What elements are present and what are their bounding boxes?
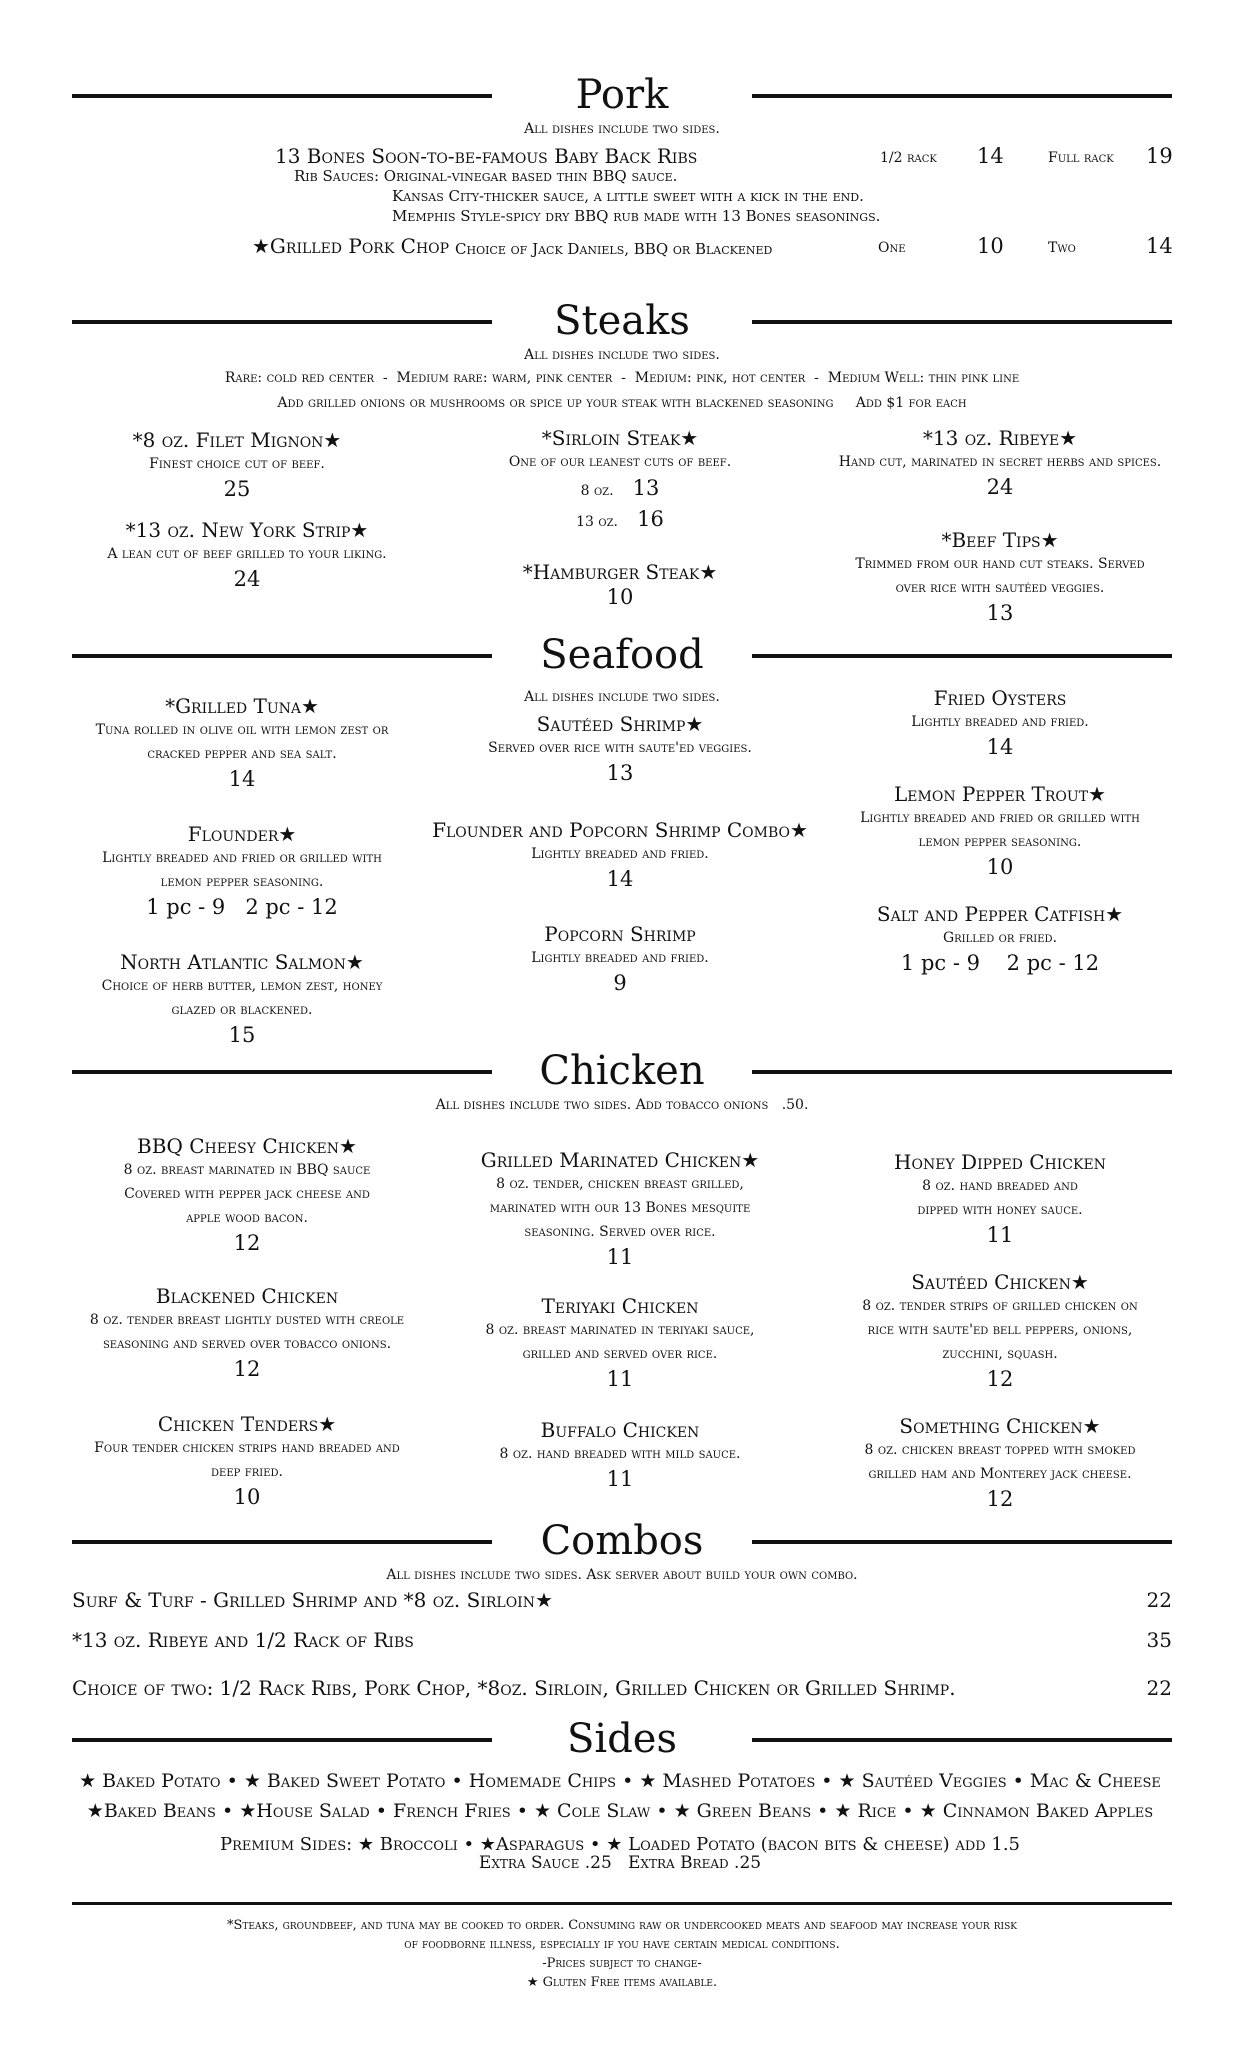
new-york-strip-item [72,518,422,592]
hamburger-steak-item [450,560,790,610]
sides-line-2: ★Baked Beans • ★House Salad • French Fries • ★ Cole Slaw • ★ Green Beans • ★ Rice • ★ Cinnamon Baked Apples [86,1800,1154,1822]
header-rule-right [752,1540,1172,1544]
item-desc: Lightly breaded and fried. [531,950,709,966]
pork-title: Pork [575,72,669,118]
rib-sauce-kansas: Kansas City-thicker sauce, a little sweet with a kick in the end. [392,187,864,205]
item-name: *13 oz. Ribeye★ [922,426,1078,450]
combos-header [72,1516,1172,1572]
item-desc: Trimmed from our hand cut steaks. Served [855,556,1145,572]
steak-addons: Add grilled onions or mushrooms or spice up your steak with blackened seasoning Add $1 for each [277,395,967,411]
item-desc: zucchini, squash. [942,1346,1058,1362]
item-desc: 8 oz. hand breaded and [922,1178,1078,1194]
item-price: 11 [986,1223,1014,1247]
header-rule-left [72,94,492,98]
item-desc: glazed or blackened. [171,1002,313,1018]
item-desc: lemon pepper seasoning. [160,874,324,890]
combo-text: Surf & Turf - Grilled Shrimp and *8 oz. Sirloin★ [72,1588,553,1612]
teriyaki-chicken-item [450,1294,790,1392]
seafood-title: Seafood [540,632,704,678]
item-name: *Hamburger Steak★ [522,560,718,584]
item-price: 10 [986,855,1014,879]
footer-gluten-free-notice: ★ Gluten Free items available. [526,1975,718,1990]
steaks-title: Steaks [554,298,690,344]
ribs-full-price: 19 [1146,144,1173,168]
sirloin-13oz-row [450,505,790,536]
lemon-pepper-trout-item [820,782,1180,880]
header-rule-right [752,1070,1172,1074]
item-price: 12 [986,1367,1014,1391]
item-desc: Lightly breaded and fried. [531,846,709,862]
item-desc: 8 oz. tender, chicken breast grilled, [496,1176,744,1192]
item-price: 1 pc - 9 2 pc - 12 [900,951,1100,975]
pork-chop-desc: Choice of Jack Daniels, BBQ or Blackened [455,240,773,258]
item-desc: marinated with our 13 Bones mesquite [489,1200,751,1216]
item-desc: Finest choice cut of beef. [149,456,325,472]
ribs-name: 13 Bones Soon-to-be-famous Baby Back Ribs [275,144,698,168]
item-price: 24 [986,475,1014,499]
rib-sauce-original: Rib Sauces: Original-vinegar based thin BBQ sauce. [294,167,678,185]
item-name: Salt and Pepper Catfish★ [876,902,1124,926]
combo-price: 35 [1146,1628,1172,1652]
sauteed-chicken-item [820,1270,1180,1392]
header-rule-right [752,94,1172,98]
footer-rule [72,1902,1172,1905]
grilled-marinated-chicken-item [450,1148,790,1270]
item-price: 10 [233,1485,261,1509]
ribs-half-label: 1/2 rack [880,150,937,166]
sirloin-8oz-label: 8 oz. [580,483,614,499]
item-desc: rice with saute'ed bell peppers, onions, [867,1322,1133,1338]
item-price: 11 [606,1467,634,1491]
item-name: Chicken Tenders★ [157,1412,337,1436]
item-desc: Lightly breaded and fried or grilled with [860,810,1140,826]
seafood-header [72,630,1172,686]
header-rule-right [752,320,1172,324]
footer-price-notice: -Prices subject to change- [542,1956,702,1971]
item-desc: Lightly breaded and fried or grilled with [102,850,382,866]
steaks-header [72,296,1172,352]
item-desc: dipped with honey sauce. [917,1202,1083,1218]
combo-price: 22 [1146,1588,1172,1612]
chicken-title: Chicken [539,1048,705,1094]
beef-tips-item [820,528,1180,626]
sirloin-steak-item [450,426,790,536]
footer-warning-line-2: of foodborne illness, especially if you have certain medical conditions. [404,1937,840,1952]
header-rule-left [72,1070,492,1074]
item-name: Teriyaki Chicken [541,1294,699,1318]
item-desc: Grilled or fried. [942,930,1058,946]
item-desc: 8 oz. breast marinated in BBQ sauce [123,1162,371,1178]
item-price: 14 [228,767,256,791]
item-price: 12 [233,1231,261,1255]
item-name: Honey Dipped Chicken [894,1150,1106,1174]
salt-pepper-catfish-item [820,902,1180,976]
item-price: 13 [986,601,1014,625]
popcorn-shrimp-item [450,922,790,996]
pork-chop-name: ★Grilled Pork Chop [252,234,450,258]
item-name: Flounder★ [187,822,297,846]
header-rule-left [72,1540,492,1544]
fried-oysters-item [820,686,1180,760]
header-rule-left [72,1738,492,1742]
item-desc: grilled and served over rice. [522,1346,718,1362]
item-desc: Lightly breaded and fried. [911,714,1089,730]
item-desc: 8 oz. hand breaded with mild sauce. [499,1446,741,1462]
filet-mignon-item [72,428,402,502]
honey-dipped-chicken-item [820,1150,1180,1248]
header-rule-left [72,654,492,658]
item-desc: over rice with sautéed veggies. [895,580,1105,596]
bbq-cheesy-chicken-item [72,1134,422,1256]
combo-row-surf-turf [72,1588,1172,1616]
item-price: 9 [613,971,627,995]
item-price: 15 [228,1023,256,1047]
item-desc: grilled ham and Monterey jack cheese. [868,1466,1132,1482]
combo-price: 22 [1146,1676,1172,1700]
ribs-full-label: Full rack [1048,150,1114,166]
sirloin-13oz-label: 13 oz. [576,514,619,530]
chicken-tenders-item [72,1412,422,1510]
item-price: 14 [606,867,634,891]
sides-line-1: ★ Baked Potato • ★ Baked Sweet Potato • Homemade Chips • ★ Mashed Potatoes • ★ Sautéed Veggies • Mac & Cheese [79,1770,1161,1792]
item-price: 10 [606,585,634,609]
item-desc: 8 oz. tender breast lightly dusted with creole [89,1312,405,1328]
seafood-note: All dishes include two sides. [524,689,720,705]
item-name: *13 oz. New York Strip★ [125,518,369,542]
sirloin-13oz-price: 16 [637,507,664,531]
item-price: 14 [986,735,1014,759]
steak-temperatures: Rare: cold red center - Medium rare: warm, pink center - Medium: pink, hot center - Medium Well: thin pink line [224,370,1020,386]
item-desc: deep fried. [211,1464,283,1480]
header-rule-left [72,320,492,324]
item-name: *Beef Tips★ [941,528,1059,552]
item-desc: cracked pepper and sea salt. [147,746,337,762]
item-name: Blackened Chicken [155,1284,339,1308]
item-name: Lemon Pepper Trout★ [894,782,1106,806]
buffalo-chicken-item [450,1418,790,1492]
combo-row-choice-of-two [72,1676,1172,1704]
item-desc: Hand cut, marinated in secret herbs and spices. [838,454,1162,470]
extras-line: Extra Sauce .25 Extra Bread .25 [478,1853,762,1873]
ribeye-item [820,426,1180,500]
item-price: 11 [606,1367,634,1391]
item-name: Something Chicken★ [899,1414,1101,1438]
item-name: Popcorn Shrimp [544,922,696,946]
sirloin-8oz-price: 13 [632,476,660,500]
premium-sides: Premium Sides: ★ Broccoli • ★Asparagus • ★ Loaded Potato (bacon bits & cheese) add 1.5 [219,1834,1021,1855]
item-price: 13 [606,761,634,785]
item-desc: One of our leanest cuts of beef. [508,454,732,470]
blackened-chicken-item [72,1284,422,1382]
combos-note: All dishes include two sides. Ask server about build your own combo. [386,1567,858,1583]
item-desc: lemon pepper seasoning. [918,834,1082,850]
flounder-item [72,822,412,920]
item-name: *8 oz. Filet Mignon★ [132,428,342,452]
item-name: North Atlantic Salmon★ [120,950,364,974]
item-name: *Sirloin Steak★ [541,426,699,450]
sauteed-shrimp-item [450,712,790,786]
item-price: 12 [986,1487,1014,1511]
chop-one-label: One [878,240,906,256]
flounder-popcorn-combo-item [430,818,810,892]
sides-title: Sides [567,1716,677,1762]
combo-row-ribeye-ribs [72,1628,1172,1656]
item-desc: Choice of herb butter, lemon zest, honey [101,978,383,994]
grilled-tuna-item [72,694,412,792]
item-desc: 8 oz. chicken breast topped with smoked [864,1442,1136,1458]
item-desc: seasoning and served over tobacco onions. [102,1336,392,1352]
header-rule-right [752,654,1172,658]
item-desc: A lean cut of beef grilled to your liking. [107,546,387,562]
chop-two-label: Two [1048,240,1076,256]
item-name: Buffalo Chicken [540,1418,700,1442]
combo-text: *13 oz. Ribeye and 1/2 Rack of Ribs [72,1628,414,1652]
item-name: Sautéed Shrimp★ [536,712,704,736]
item-desc: Tuna rolled in olive oil with lemon zest or [95,722,389,738]
item-desc: Covered with pepper jack cheese and [124,1186,370,1202]
rib-sauce-memphis: Memphis Style-spicy dry BBQ rub made with 13 Bones seasonings. [392,207,881,225]
item-name: *Grilled Tuna★ [165,694,319,718]
item-name: BBQ Cheesy Chicken★ [137,1134,357,1158]
footer-notice [72,1916,1172,1992]
item-name: Sautéed Chicken★ [911,1270,1089,1294]
item-desc: seasoning. Served over rice. [524,1224,716,1240]
header-rule-right [752,1738,1172,1742]
footer-warning-line-1: *Steaks, groundbeef, and tuna may be cooked to order. Consuming raw or undercooked meats and seafood may increase your risk [227,1918,1017,1933]
ribs-half-price: 14 [977,144,1004,168]
sides-header [72,1714,1172,1770]
chop-two-price: 14 [1146,234,1173,258]
pork-header [72,70,1172,126]
chop-one-price: 10 [977,234,1004,258]
item-price: 12 [233,1357,261,1381]
item-name: Flounder and Popcorn Shrimp Combo★ [432,818,808,842]
combos-title: Combos [540,1518,704,1564]
pork-note: All dishes include two sides. [524,121,720,137]
item-price: 1 pc - 9 2 pc - 12 [146,895,338,919]
item-desc: 8 oz. breast marinated in teriyaki sauce, [485,1322,755,1338]
steaks-note: All dishes include two sides. [524,347,720,363]
item-desc: 8 oz. tender strips of grilled chicken on [862,1298,1138,1314]
item-price: 11 [606,1245,634,1269]
something-chicken-item [820,1414,1180,1512]
item-name: Fried Oysters [933,686,1067,710]
item-price: 24 [233,567,261,591]
chicken-note: All dishes include two sides. Add tobacco onions .50. [435,1097,809,1113]
item-desc: Four tender chicken strips hand breaded and [94,1440,400,1456]
item-price: 25 [223,477,251,501]
item-desc: Served over rice with saute'ed veggies. [488,740,752,756]
north-atlantic-salmon-item [72,950,412,1048]
item-desc: apple wood bacon. [186,1210,308,1226]
sirloin-8oz-row [450,474,790,505]
combo-text: Choice of two: 1/2 Rack Ribs, Pork Chop, *8oz. Sirloin, Grilled Chicken or Grilled Shrimp. [72,1676,956,1700]
item-name: Grilled Marinated Chicken★ [480,1148,760,1172]
chicken-header [72,1046,1172,1102]
